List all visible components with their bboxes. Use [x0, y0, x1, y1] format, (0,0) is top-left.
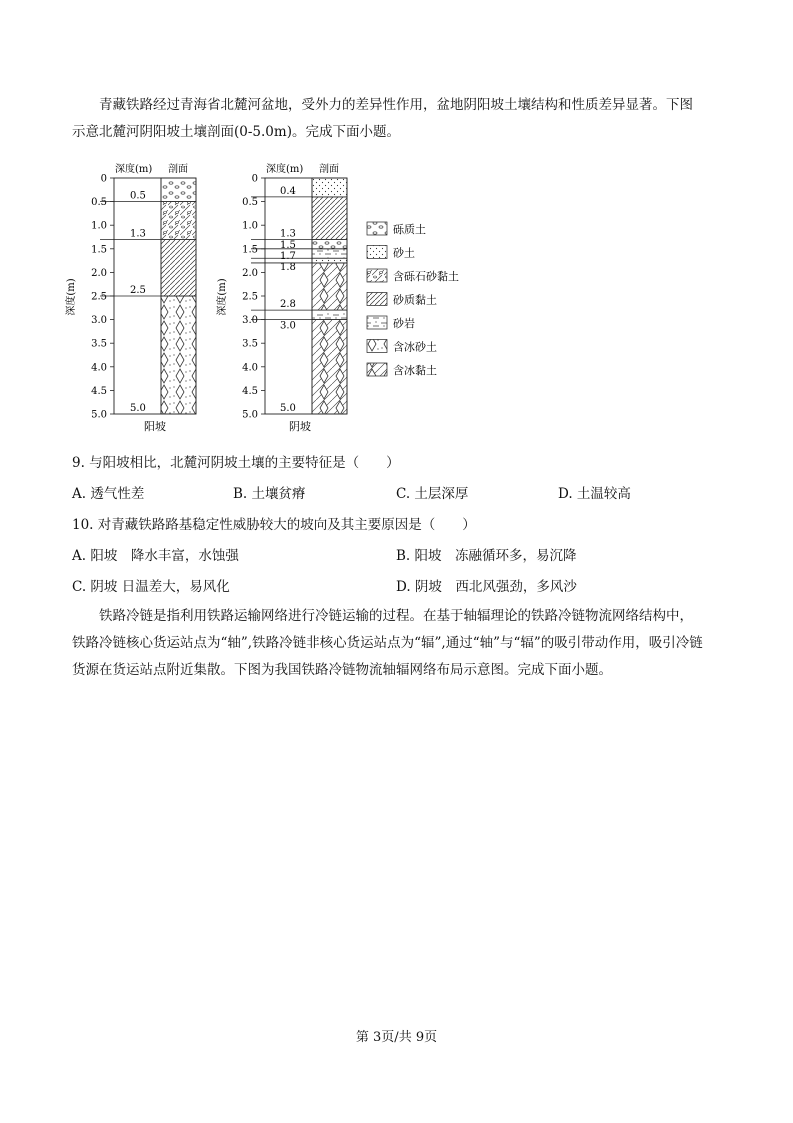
intro-line: 铁路冷链核心货运站点为“轴”,铁路冷链非核心货运站点为“辐”,通过“轴”与“辐”的吸引带动作用，吸引冷链	[72, 635, 703, 651]
layer-depth-label: 5.0	[130, 403, 146, 414]
legend-label: 含冰黏土	[393, 364, 437, 377]
legend-label: 砂质黏土	[393, 293, 437, 307]
question-10-option-c[interactable]: C. 阴坡 日温差大，易风化	[72, 579, 230, 595]
yin-tick-labels	[242, 174, 265, 421]
soil-layer	[312, 263, 347, 310]
layer-depth-label: 1.3	[280, 228, 296, 240]
tick-label: 2.5	[242, 291, 258, 303]
intro-paragraph-2	[72, 603, 722, 684]
layer-depth-label: 0.4	[280, 185, 296, 197]
soil-profile-figure	[60, 160, 490, 435]
layer-depth-label: 1.3	[130, 228, 146, 240]
question-9-option-c[interactable]: C. 土层深厚	[396, 486, 469, 502]
legend-label: 含砾石砂黏土	[393, 270, 459, 283]
layer-depth-label: 1.5	[280, 239, 296, 251]
page-footer: 第 3页/共 9页	[355, 1030, 438, 1045]
depth-axis-label: 深度(m)	[66, 278, 77, 316]
tick-label: 1.5	[242, 244, 258, 256]
tick-label: 4.0	[242, 362, 258, 374]
tick-label: 4.5	[91, 385, 107, 397]
tick-label: 4.0	[91, 362, 107, 374]
intro-line: 示意北麓河阴阳坡土壤剖面(0-5.0m)。完成下面小题。	[72, 124, 400, 140]
legend-label: 砂土	[393, 246, 415, 260]
legend-swatch	[367, 293, 387, 306]
legend-swatch	[367, 363, 387, 376]
intro-line: 青藏铁路经过青海省北麓河盆地，受外力的差异性作用，盆地阴阳坡土壤结构和性质差异显著。下图	[99, 97, 693, 113]
tick-label: 0.5	[91, 197, 107, 209]
intro-paragraph-1	[72, 92, 722, 146]
tick-label: 3.5	[242, 338, 258, 350]
intro-line: 铁路冷链是指利用铁路运输网络进行冷链运输的过程。在基于轴辐理论的铁路冷链物流网络结构中，	[99, 608, 693, 624]
soil-layer	[312, 197, 347, 239]
legend-label: 砾质土	[393, 223, 426, 236]
soil-layer	[312, 178, 347, 197]
question-10-option-d[interactable]: D. 阴坡 西北风强劲，多风沙	[396, 579, 577, 595]
question-10-option-b[interactable]: B. 阳坡 冻融循环多，易沉降	[396, 548, 577, 564]
depth-axis-label: 深度(m)	[217, 278, 228, 316]
legend-swatch	[367, 316, 387, 329]
question-10-stem: 10. 对青藏铁路路基稳定性威胁较大的坡向及其主要原因是（ ）	[72, 517, 476, 533]
profile-column-header: 剖面	[168, 164, 188, 175]
depth-column-header: 深度(m)	[115, 164, 153, 175]
layer-depth-label: 2.5	[130, 285, 146, 296]
yang-caption: 阳坡	[144, 420, 166, 433]
soil-layer	[312, 239, 347, 248]
tick-label: 5.0	[91, 409, 107, 421]
soil-legend	[367, 222, 459, 377]
layer-depth-label: 3.0	[280, 320, 296, 332]
soil-layer	[312, 310, 347, 319]
intro-line: 货源在货运站点附近集散。下图为我国铁路冷链物流轴辐网络布局示意图。完成下面小题。	[72, 662, 612, 678]
yang-tick-labels	[91, 174, 114, 421]
layer-depth-label: 0.5	[130, 190, 146, 202]
legend-swatch	[367, 340, 387, 353]
soil-layer	[312, 258, 347, 263]
question-9-stem: 9. 与阳坡相比，北麓河阴坡土壤的主要特征是（ ）	[72, 455, 400, 471]
soil-layer	[161, 202, 196, 240]
yin-caption: 阴坡	[289, 420, 311, 433]
yang-slope-profile	[64, 162, 196, 433]
layer-depth-label: 2.8	[280, 299, 296, 311]
question-9-option-d[interactable]: D. 土温较高	[558, 486, 631, 502]
tick-label: 0	[251, 173, 258, 185]
tick-label: 3.0	[242, 315, 258, 327]
tick-label: 2.0	[91, 267, 107, 279]
tick-label: 5.0	[242, 409, 258, 421]
layer-depth-label: 5.0	[280, 403, 296, 414]
tick-label: 0.5	[242, 197, 258, 209]
legend-label: 含冰砂土	[393, 340, 437, 354]
tick-label: 2.0	[242, 267, 258, 279]
legend-swatch	[367, 222, 387, 235]
profile-column-header: 剖面	[319, 164, 339, 175]
question-9-option-a[interactable]: A. 透气性差	[72, 486, 145, 502]
tick-label: 1.0	[242, 220, 258, 232]
tick-label: 2.5	[91, 291, 107, 303]
tick-label: 3.0	[91, 315, 107, 327]
tick-label: 1.5	[91, 244, 107, 256]
legend-swatch	[367, 269, 387, 282]
question-10-option-a[interactable]: A. 阳坡 降水丰富，水蚀强	[72, 548, 239, 564]
layer-depth-label: 1.7	[280, 251, 296, 263]
yin-slope-profile	[215, 162, 347, 433]
legend-label: 砂岩	[393, 317, 415, 330]
tick-label: 0	[100, 173, 107, 185]
depth-column-header: 深度(m)	[266, 164, 304, 175]
tick-label: 3.5	[91, 338, 107, 350]
tick-label: 1.0	[91, 220, 107, 232]
soil-layer	[161, 239, 196, 296]
legend-swatch	[367, 246, 387, 259]
soil-layer	[161, 296, 196, 414]
layer-depth-label: 1.8	[280, 261, 296, 273]
soil-layer	[312, 249, 347, 258]
question-9-option-b[interactable]: B. 土壤贫瘠	[233, 486, 306, 502]
tick-label: 4.5	[242, 385, 258, 397]
soil-layer	[312, 320, 347, 414]
soil-layer	[161, 178, 196, 202]
